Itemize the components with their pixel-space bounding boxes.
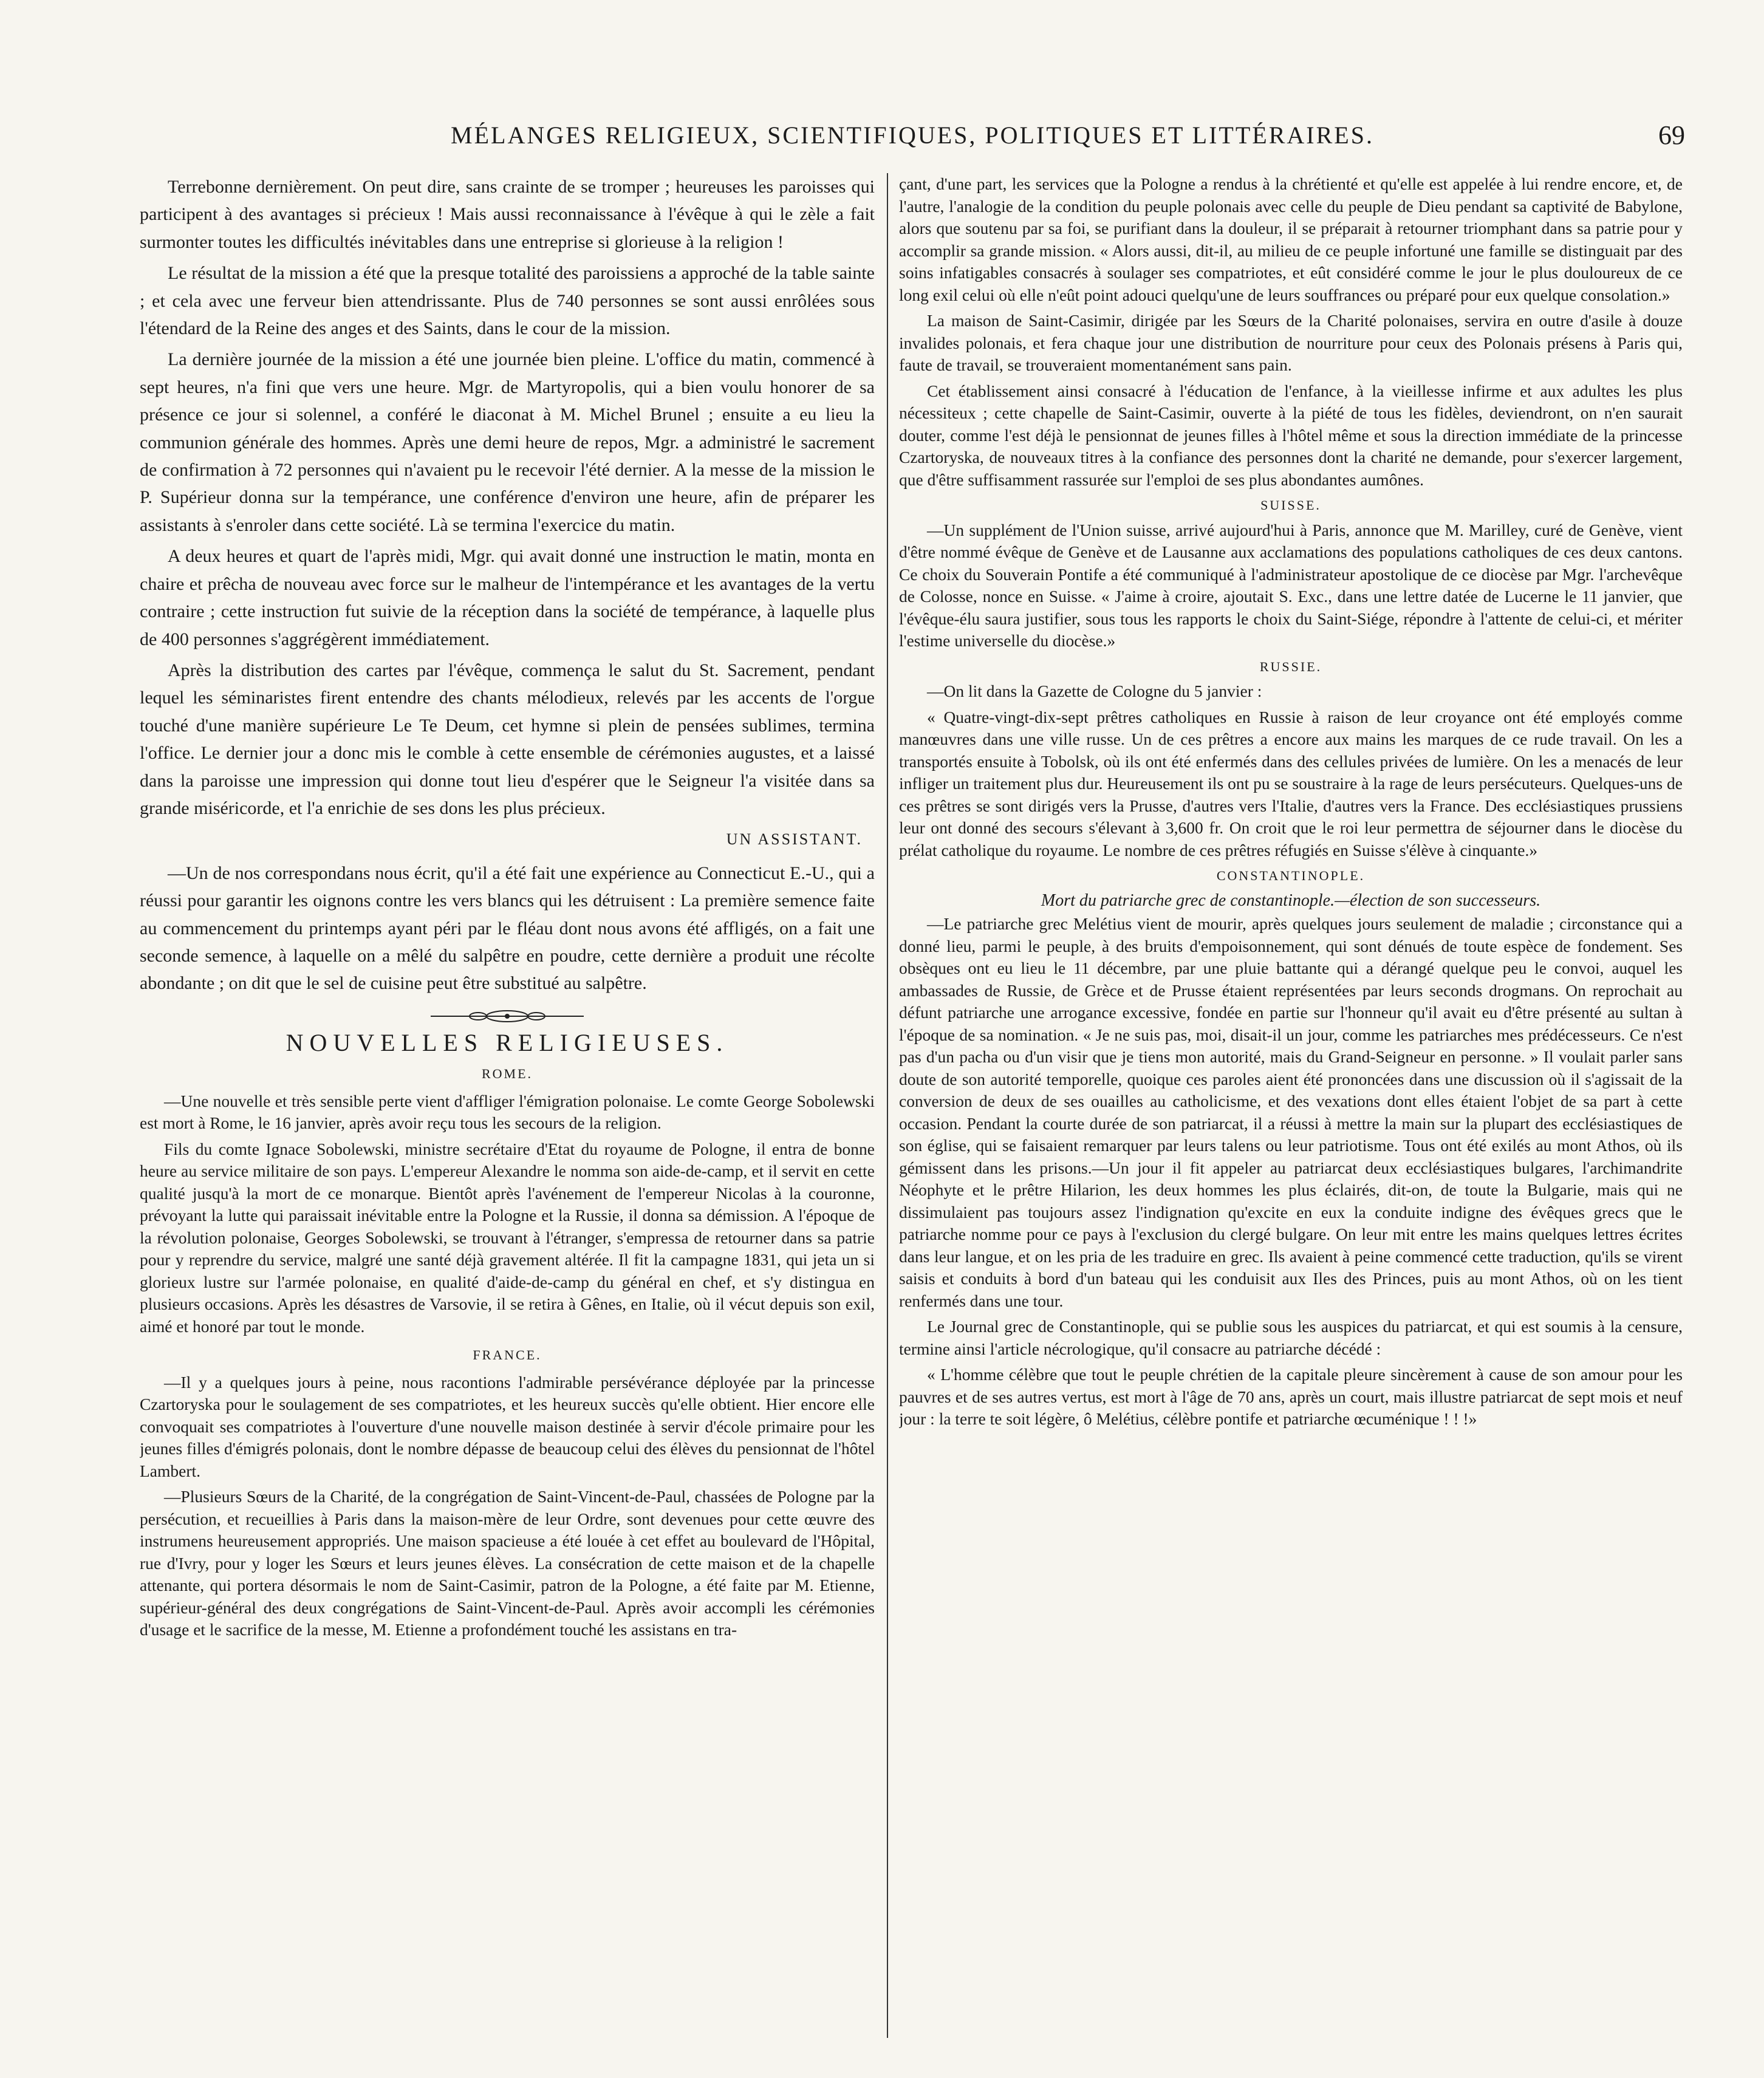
paragraph: Après la distribution des cartes par l'évêque, commença le salut du St. Sacrement, pendant lequel les séminaristes firent entendre des chants mélodieux, relevés par les accents de l'orgue touché d'une manière supérieure Le Te Deum, cet hymne si plein de pensées sublimes, termina l'office. Le dernier jour a donc mis le comble à cette ensemble de cérémonies augustes, et a laissé dans la paroisse une impression qui donne tout lieu d'espérer que le Seigneur l'a visitée dans sa grande miséricorde, et l'a enrichie de ses dons les plus précieux. bbox=[140, 660, 875, 818]
section-heading: ROME. bbox=[481, 1066, 533, 1082]
paragraph: A deux heures et quart de l'après midi, Mgr. qui avait donné une instruction le matin, monta en chaire et prêcha de nouveau avec force sur le malheur de l'intempérance et les avantages de la vertu contraire ; cette instruction fut suivie de la réception dans la société de tempérance, à laquelle plus de 400 personnes s'aggrégèrent immédiatement. bbox=[140, 546, 875, 649]
section-heading: FRANCE. bbox=[473, 1347, 542, 1363]
paragraph: —Un de nos correspondans nous écrit, qu'il a été fait une expérience au Connecticut E.-U., qui a réussi pour garantir les oignons contre les vers blancs qui les détruisent : La première semence faite au commencement du printemps ayant péri par le fléau dont nous avons été affligés, on a fait une seconde semence, à laquelle on a mêlé du salpêtre en poudre, cette dernière a produit une récolte abondante ; on dit que le sel de cuisine peut être substitué au salpêtre. bbox=[140, 863, 875, 994]
section-rome bbox=[140, 1060, 875, 1338]
section-heading: RUSSIE. bbox=[1259, 658, 1322, 674]
paragraph: —Plusieurs Sœurs de la Charité, de la congrégation de Saint-Vincent-de-Paul, chassées de Pologne par la persécution, et recueillies à Paris dans la maison-mère de leur Ordre, sont devenues pour cette œuvre des instrumens heureusement appropriés. Une maison spacieuse a été louée à cet effet au boulevard de l'Hôpital, rue d'Ivry, pour y loger les Sœurs et leurs jeunes élèves. La consécration de cette maison et de la chapelle attenante, qui portera désormais le nom de Saint-Casimir, patron de la Pologne, a été faite par M. Etienne, supérieur-général des deux congrégations de Saint-Vincent-de-Paul. Après avoir accompli les cérémonies d'usage et le sacrifice de la messe, M. Etienne a profondément touché les assistans en tra- bbox=[140, 1487, 875, 1639]
paragraph: Le Journal grec de Constantinople, qui se publie sous les auspices du patriarcat, et qui est soumis à la censure, termine ainsi l'article nécrologique, qu'il consacre au patriarche décédé : bbox=[899, 1317, 1683, 1358]
right-column bbox=[899, 173, 1683, 2038]
paragraph: —On lit dans la Gazette de Cologne du 5 janvier : bbox=[927, 682, 1262, 700]
ornament-divider bbox=[428, 1008, 586, 1024]
section-france bbox=[140, 1341, 875, 1641]
article-title: Mort du patriarche grec de constantinople.—élection de son successeurs. bbox=[1041, 890, 1541, 910]
paragraph: çant, d'une part, les services que la Pologne a rendus à la chrétienté et qu'elle est appelée à lui rendre encore, et, de l'autre, l'analogie de la condition du peuple polonais avec celle du peuple de Dieu pendant sa captivité de Babylone, alors que soutenu par sa foi, se purifiant dans la douleur, il se préparait à retourner triomphant dans sa patrie pour y accomplir sa grande mission. « Alors aussi, dit-il, au milieu de ce peuple infortuné une famille se distinguait par des soins infatigables consacrés à soulager ses compatriotes, et eût considéré comme le jour le plus douloureux de ce long exil celui où elle n'eût point adouci quelqu'une de leurs souffrances ou préparé pour eux quelque consolation.» bbox=[899, 174, 1683, 304]
paragraph: La dernière journée de la mission a été une journée bien pleine. L'office du matin, commencé à sept heures, n'a fini que vers une heure. Mgr. de Martyropolis, qui a bien voulu honorer de sa présence ce jour si solennel, a conféré le diaconat à M. Michel Brunel ; ensuite a eu lieu la communion générale des hommes. Après une demi heure de repos, Mgr. a administré le sacrement de confirmation à 72 personnes qui n'avaient pu le recevoir l'été dernier. A la messe de la mission le P. Supérieur donna sur la tempérance, une conférence d'environ une heure, afin de préparer les assistants à s'enroler dans cette société. Là se termina l'exercice du matin. bbox=[140, 349, 875, 535]
paragraph: —Un supplément de l'Union suisse, arrivé aujourd'hui à Paris, annonce que M. Marilley, curé de Genève, vient d'être nommé évêque de Genève et de Lausanne aux acclamations des populations catholiques de ces deux cantons. Ce choix du Souverain Pontife a été communiqué à l'administrateur apostolique de ce diocèse par Mgr. l'archevêque de Colosse, nonce en Suisse. « J'aime à croire, ajoutait S. Exc., dans une lettre datée de Lucerne le 11 janvier, que l'évêque-élu saura justifier, sous tous les rapports le choix du Saint-Siége, répondre à l'attente de celui-ci, et mériter l'estime universelle du diocèse.» bbox=[899, 520, 1683, 650]
paragraph: Le résultat de la mission a été que la presque totalité des paroissiens a approché de la table sainte ; et cela avec une ferveur bien attendrissante. Plus de 740 personnes se sont aussi enrôlées sous l'étendard de la Reine des anges et des Saints, dans le cour de la mission. bbox=[140, 263, 875, 339]
paragraph: Fils du comte Ignace Sobolewski, ministre secrétaire d'Etat du royaume de Pologne, il entra de bonne heure au service militaire de son pays. L'empereur Alexandre le nomma son aide-de-camp, et il servit en cette qualité jusqu'à la mort de ce monarque. Bientôt après l'avénement de l'empereur Nicolas à la couronne, prévoyant la lutte qui paraissait inévitable entre la Pologne et la Russie, il donna sa démission. A l'époque de la révolution polonaise, Georges Sobolewski, se trouvant à l'étranger, s'empressa de retourner dans sa patrie pour y reprendre du service, malgré une santé déjà gravement altérée. Il fit la campagne 1831, qui jeta un si glorieux lustre sur l'armée polonaise, en qualité d'aide-de-camp du général en chef, et s'y distingua en plusieurs occasions. Après les désastres de Varsovie, il se retira à Gênes, en Italie, où il vécut depuis son exil, aimé et honoré par tout le monde. bbox=[140, 1139, 875, 1336]
paragraph: —Le patriarche grec Melétius vient de mourir, après quelques jours seulement de maladie ; circonstance qui a donné lieu, parmi le peuple, à des bruits d'empoisonnement, qui sont dénués de toute espèce de fondement. Ses obsèques ont eu lieu le 11 décembre, par une pluie battante qui a dérangé quelque peu le convoi, auquel les ambassades de Russie, de Grèce et de Prusse étaient représentées par leurs seconds drogmans. On reprochait au défunt patriarche une arrogance excessive, fondée en partie sur l'honneur qu'il avait eu d'être présenté au sultan à l'époque de sa nomination. « Je ne suis pas, moi, disait-il un jour, comme les patriarches mes prédécesseurs. Ce n'est pas d'un pacha ou d'un visir que je tiens mon autorité, mais du Grand-Seigneur en personne. » Il voulait parler sans doute de son autorité temporelle, quoique ces paroles aient été prononcées dans une discussion où il s'agissait de la conversion de deux de ses ouailles au catholicisme, et des vexations dont elles étaient l'objet de sa part à cette occasion. Pendant la courte durée de son patriarcat, il a réussi à mettre la main sur la plupart des ecclésiastiques de son église, qui se faisaient remarquer par leurs talens ou leur patriotisme. Tous ont été exilés au mont Athos, où ils gémissent dans les prisons.—Un jour il fit appeler au patriarcat deux ecclésiastiques bulgares, l'archimandrite Néophyte et le prêtre Hilarion, les deux hommes les plus éclairés, dit-on, de toute la Bulgarie, mais qui ne dissimulaient pas toujours assez l'indignation qu'excite en eux la conduite indigne des évêques grecs que le patriarche nomme pour ce pays à l'exclusion du clergé bulgare. On leur mit entre les mains quelques lettres écrites dans leur langue, et on les pria de les traduire en grec. Ils avaient à peine commencé cette traduction, qu'ils se virent saisis et conduits à bord d'un bateau qui les conduisit aux Iles des Princes, puis au mont Athos, où on les tient renfermés dans une tour. bbox=[899, 914, 1683, 1310]
section-heading: CONSTANTINOPLE. bbox=[1216, 868, 1366, 883]
running-header bbox=[140, 118, 1685, 155]
paragraph: La maison de Saint-Casimir, dirigée par les Sœurs de la Charité polonaises, servira en outre d'asile à douze invalides polonais, et fera chaque jour une distribution de nourriture pour ceux des Polonais présens à Paris qui, faute de travail, se trouveraient momentanément sans pain. bbox=[899, 311, 1683, 374]
paragraph: Cet établissement ainsi consacré à l'éducation de l'enfance, à la vieillesse infirme et aux adultes les plus nécessiteux ; cette chapelle de Saint-Casimir, ouverte à la piété de tous les fidèles, deviendront, on n'en saurait douter, comme l'est déjà le pensionnat de jeunes filles à l'hôtel même et sous la direction immédiate de la princesse Czartoryska, de nouveaux titres à la confiance des personnes dont la charité ne demande, pour s'exercer largement, que d'être suffisamment rassurée sur l'emploi de ses plus abondantes aumônes. bbox=[899, 381, 1683, 489]
paragraph: Terrebonne dernièrement. On peut dire, sans crainte de se tromper ; heureuses les paroisses qui participent à des avantages si précieux ! Mais aussi reconnaissance à l'évêque à qui le zèle a fait surmonter toutes les difficultés inévitables dans une entreprise si glorieuse à la religion ! bbox=[140, 177, 875, 252]
left-column bbox=[140, 173, 875, 2038]
section-heading: SUISSE. bbox=[1260, 497, 1321, 513]
running-title: MÉLANGES RELIGIEUX, SCIENTIFIQUES, POLITIQUES ET LITTÉRAIRES. bbox=[451, 121, 1374, 149]
column-divider bbox=[887, 173, 888, 2038]
paragraph: —Une nouvelle et très sensible perte vient d'affliger l'émigration polonaise. Le comte George Sobolewski est mort à Rome, le 16 janvier, après avoir reçu tous les secours de la religion. bbox=[140, 1091, 875, 1133]
section-title: NOUVELLES RELIGIEUSES. bbox=[285, 1028, 729, 1056]
signature: UN ASSISTANT. bbox=[726, 830, 863, 849]
paragraph: —Il y a quelques jours à peine, nous racontions l'admirable persévérance déployée par la princesse Czartoryska pour le soulagement de ses compatriotes, et les heureux succès qu'elle obtient. Hier encore elle convoquait ses compatriotes à l'ouverture d'une nouvelle maison destinée à servir d'école primaire pour les jeunes filles d'émigrés polonais, dont le nombre dépasse de beaucoup celui des élèves du pensionnat de l'hôtel Lambert. bbox=[140, 1372, 875, 1480]
paragraph: « L'homme célèbre que tout le peuple chrétien de la capitale pleure sincèrement à cause de son amour pour les pauvres et de ses autres vertus, est mort à l'âge de 70 ans, après un court, mais illustre patriarcat de sept mois et neuf jour : la terre te soit légère, ô Melétius, célèbre pontife et patriarche œcuménique ! ! !» bbox=[899, 1365, 1683, 1428]
page-number: 69 bbox=[1658, 120, 1685, 150]
paragraph: « Quatre-vingt-dix-sept prêtres catholiques en Russie à raison de leur croyance ont été employés comme manœuvres dans une ville russe. Un de ces prêtres a encore aux mains les marques de ce rude travail. On les a transportés ensuite à Tobolsk, où ils ont été enfermés dans des cellules privées de lumière. On les a menacés de leur infliger un traitement plus dur. Heureusement ils ont pu se soustraire à la rage de leurs persécuteurs. Quelques-uns de ces prêtres se sont dirigés vers la Prusse, d'autres vers l'Italie, d'autres vers la France. Des ecclésiastiques prussiens leur ont donné des secours s'élevant à 3,600 fr. On croit que le roi leur permettra de séjourner dans le diocèse du prélat catholique du royaume. Le nombre de ces prêtres réfugiés en Suisse s'élève à cinquante.» bbox=[899, 707, 1683, 860]
